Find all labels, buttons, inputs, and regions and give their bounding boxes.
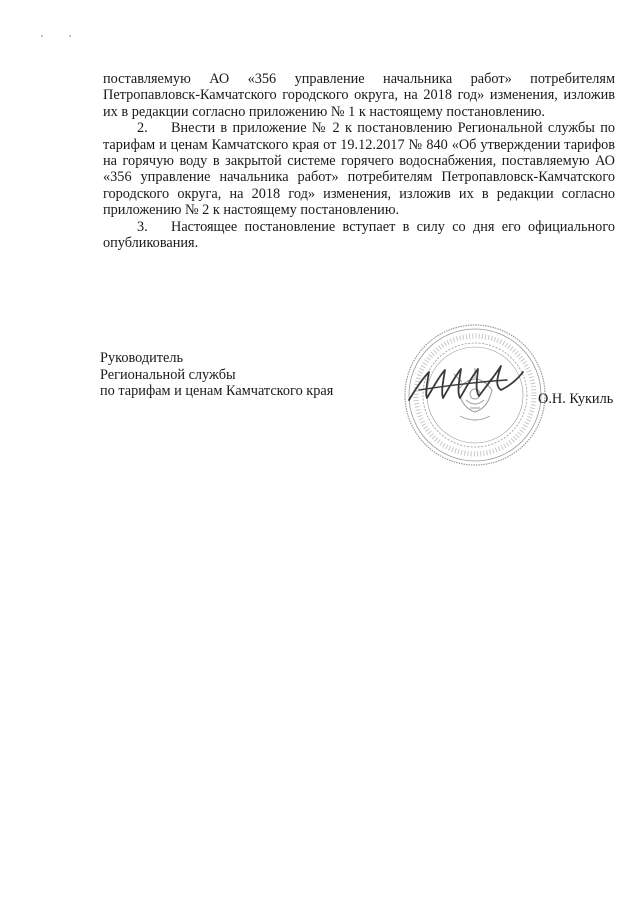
handwritten-signature: [405, 360, 530, 410]
paragraph-3: [103, 219, 615, 252]
signatory-title: [100, 350, 333, 400]
signatory-title-line-2: Региональной службы: [100, 366, 236, 383]
signatory-title-line-3: по тарифам и ценам Камчатского края: [100, 383, 334, 400]
paragraph-3-number: 3.: [137, 218, 148, 235]
paragraph-1-continuation: поставляемую АО «356 управление начальника работ» потребителям Петропавловск-Камчатского городского округа, на 2018 год» изменения, изложив их в редакции согласно приложению № 1 к настоящему постановлению.: [103, 71, 615, 120]
signatory-title-line-1: Руководитель: [100, 350, 184, 366]
scan-corner-mark: [40, 34, 74, 38]
paragraph-3-text: Настоящее постановление вступает в силу со дня его официального опубликования.: [103, 218, 615, 252]
paragraph-2-text: Внести в приложение № 2 к постановлению Региональной службы по тарифам и ценам Камчатского края от 19.12.2017 № 840 «Об утверждении тарифов на горячую воду в закрытой системе горячего водоснабжения, поставляемую АО «356 управление начальника работ» потребителям Петропавловск-Камчатского городского округа, на 2018 год» изменения, изложив их в редакции согласно приложению № 2 к настоящему постановлению.: [103, 120, 615, 219]
signatory-name: О.Н. Кукиль: [538, 391, 614, 407]
paragraph-2-number: 2.: [137, 120, 148, 137]
document-body: [103, 71, 615, 251]
paragraph-2: [103, 120, 615, 218]
